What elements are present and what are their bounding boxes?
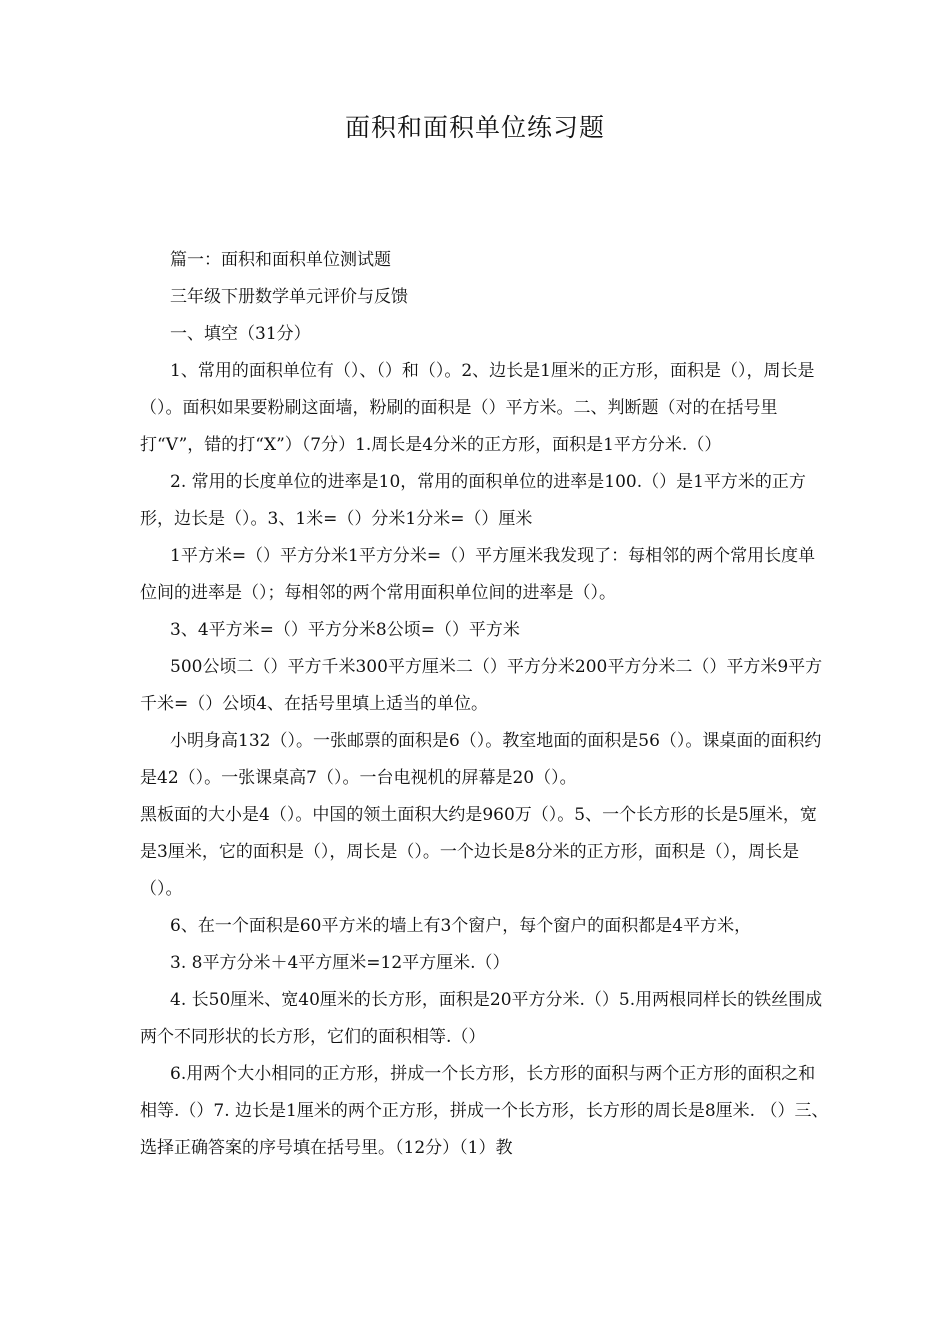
paragraph: 4. 长50厘米、宽40厘米的长方形，面积是20平方分米.（）5.用两根同样长的铁丝围成两个不同形状的长方形，它们的面积相等.（） [140, 990, 823, 1047]
document-body [140, 242, 830, 1167]
document-title: 面积和面积单位练习题 [344, 113, 605, 142]
paragraph: 篇一：面积和面积单位测试题 [170, 250, 391, 270]
paragraph: 3、4平方米=（）平方分米8公顷=（）平方米 [170, 620, 520, 640]
paragraph: 黑板面的大小是4（）。中国的领土面积大约是960万（）。5、一个长方形的长是5厘米，宽是3厘米，它的面积是（），周长是（）。一个边长是8分米的正方形，面积是（），周长是（）。 [140, 805, 817, 899]
paragraph: 三年级下册数学单元评价与反馈 [170, 287, 408, 307]
paragraph: 500公顷二（）平方千米300平方厘米二（）平方分米200平方分米二（）平方米9平方千米=（）公顷4、在括号里填上适当的单位。 [140, 657, 823, 714]
paragraph: 1、常用的面积单位有（）、（）和（）。2、边长是1厘米的正方形，面积是（），周长是（）。面积如果要粉刷这面墙，粉刷的面积是（）平方米。二、判断题（对的在括号里打“V”，错的打“X”）（7分）1.周长是4分米的正方形，面积是1平方分米.（） [140, 361, 815, 455]
paragraph: 6.用两个大小相同的正方形，拼成一个长方形，长方形的面积与两个正方形的面积之和相等.（）7. 边长是1厘米的两个正方形，拼成一个长方形，长方形的周长是8厘米. （）三、选择正确答案的序号填在括号里。（12分）（1）教 [140, 1064, 829, 1158]
paragraph: 3. 8平方分米＋4平方厘米=12平方厘米.（） [170, 953, 510, 973]
paragraph: 2. 常用的长度单位的进率是10，常用的面积单位的进率是100.（）是1平方米的正方形，边长是（）。3、1米=（）分米1分米=（）厘米 [140, 472, 806, 529]
paragraph: 1平方米=（）平方分米1平方分米=（）平方厘米我发现了：每相邻的两个常用长度单位间的进率是（）；每相邻的两个常用面积单位间的进率是（）。 [140, 546, 816, 603]
paragraph: 一、填空（31分） [170, 324, 311, 344]
paragraph: 小明身高132（）。一张邮票的面积是6（）。教室地面的面积是56（）。课桌面的面积约是42（）。一张课桌高7（）。一台电视机的屏幕是20（）。 [140, 731, 822, 788]
paragraph: 6、在一个面积是60平方米的墙上有3个窗户，每个窗户的面积都是4平方米， [170, 916, 752, 936]
